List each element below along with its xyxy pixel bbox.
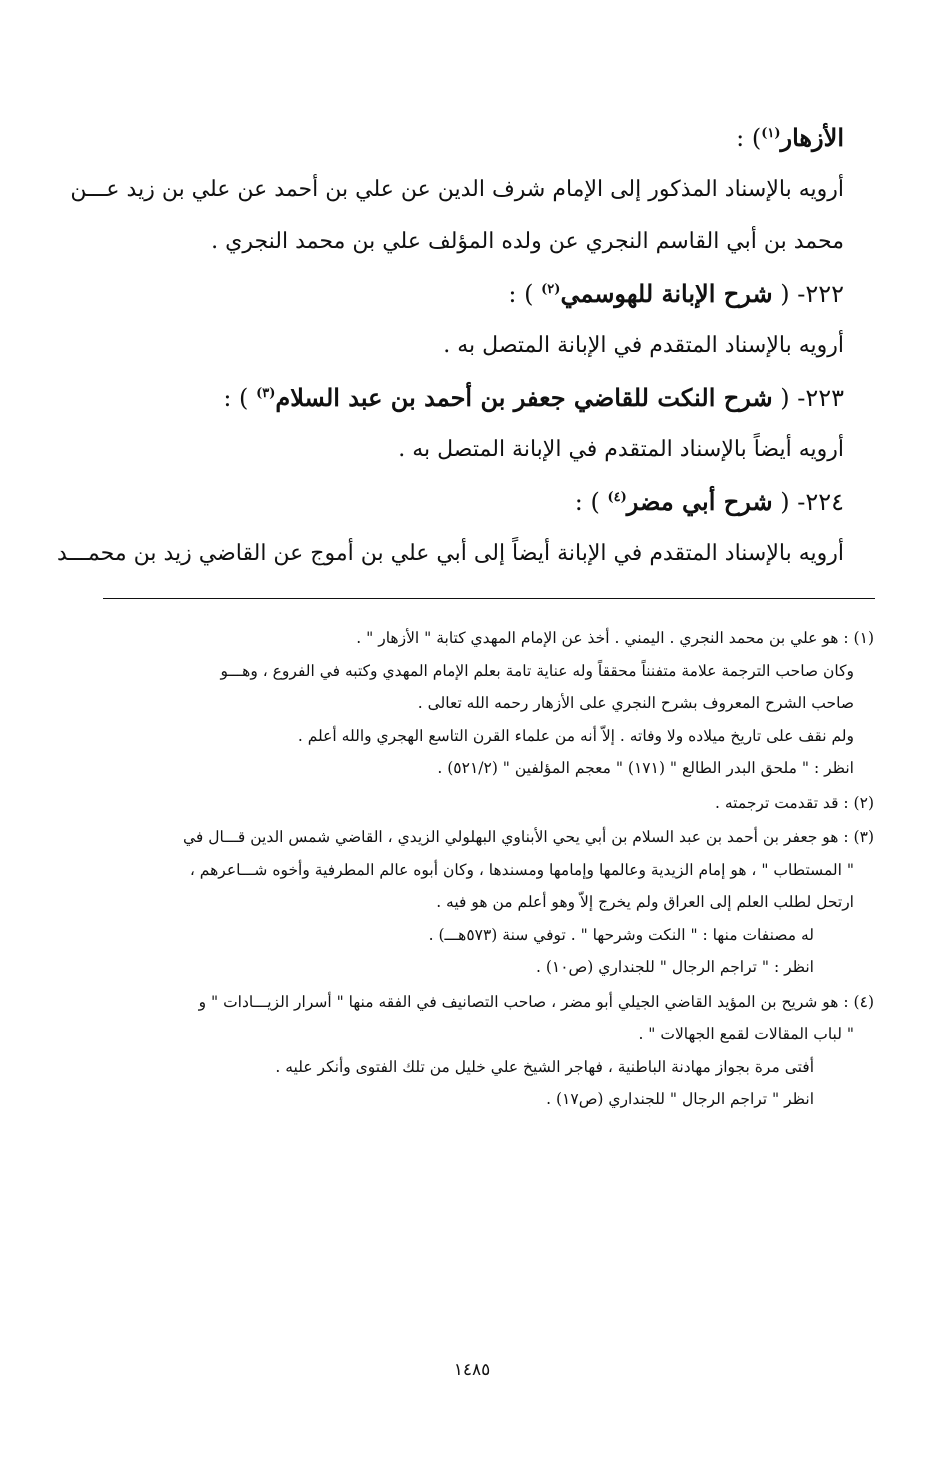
footnote-line: صاحب الشرح المعروف بشرح النجري على الأزهار رحمه الله تعالى . xyxy=(417,694,854,712)
footnote-4 xyxy=(69,986,874,1116)
footnote-line: ارتحل لطلب العلم إلى العراق ولم يخرج إلاّ وهو أعلم من هو فيه . xyxy=(436,893,854,911)
heading-title: شرح الإبانة للهوسمي xyxy=(560,279,773,308)
footnote-divider xyxy=(103,598,875,599)
footnote-line: (٤) : هو شريح بن المؤيد القاضي الجيلي أبو مضر ، صاحب التصانيف في الفقه منها " أسرار الزيـــادات " و xyxy=(198,992,874,1011)
heading-number: ٢٢٤- ( xyxy=(772,488,844,516)
footnote-line: أفتى مرة بجواز مهادنة الباطنية ، فهاجر الشيخ علي خليل من تلك الفتوى وأنكر عليه . xyxy=(275,1057,814,1076)
footnote-1 xyxy=(69,622,874,785)
heading-rest: ) : xyxy=(223,384,257,412)
paragraph-line: محمد بن أبي القاسم النجري عن ولده المؤلف علي بن محمد النجري . xyxy=(211,229,844,254)
footnote-line: (٣) : هو جعفر بن أحمد بن عبد السلام بن أبي يحي الأبناوي البهلولي الزيدي ، القاضي شمس الدين قـــال في xyxy=(183,828,874,846)
heading-rest: ) : xyxy=(574,488,608,516)
heading-azhar xyxy=(74,112,844,164)
footnote-line: " لباب المقالات لقمع الجهالات " . xyxy=(638,1025,854,1043)
footnote-line: ولم نقف على تاريخ ميلاده ولا وفاته . إلاّ أنه من علماء القرن التاسع الهجري والله أعلم . xyxy=(297,726,854,745)
heading-rest: ) : xyxy=(736,124,762,152)
heading-title: شرح النكت للقاضي جعفر بن أحمد بن عبد السلام xyxy=(275,383,773,412)
heading-number: ٢٢٣- ( xyxy=(772,384,844,412)
footnote-line: له مصنفات منها : " النكت وشرحها " . توفي سنة (٥٧٣هـــ) . xyxy=(428,925,814,944)
heading-rest: ) : xyxy=(508,280,542,308)
footnote-ref: (٤) xyxy=(607,490,627,505)
footnote-ref: (١) xyxy=(761,126,781,141)
heading-224 xyxy=(74,476,844,528)
footnote-2 xyxy=(69,787,874,820)
paragraph-line: أرويه بالإسناد المذكور إلى الإمام شرف الدين عن علي بن أحمد عن علي بن زيد عـــن xyxy=(70,177,844,202)
footnote-3 xyxy=(69,821,874,984)
paragraph-line: أرويه بالإسناد المتقدم في الإبانة أيضاً إلى أبي علي بن أموج عن القاضي زيد بن محمـــد xyxy=(57,541,844,566)
page-number: ١٤٨٥ xyxy=(453,1360,491,1380)
footnote-line: " المستطاب " ، هو إمام الزيدية وعالمها وإمامها ومسندها ، وكان أبوه عالم المطرفية وأخوه شـــاعرهم ، xyxy=(189,860,854,879)
heading-title: الأزهار xyxy=(780,123,844,152)
paragraph-line: أرويه بالإسناد المتقدم في الإبانة المتصل به . xyxy=(443,333,844,358)
paragraph-line: أرويه أيضاً بالإسناد المتقدم في الإبانة المتصل به . xyxy=(398,437,844,462)
heading-title: شرح أبي مضر xyxy=(626,487,773,516)
footnote-line: (١) : هو علي بن محمد النجري . اليمني . أخذ عن الإمام المهدي كتابة " الأزهار " . xyxy=(356,629,874,647)
heading-222 xyxy=(74,268,844,320)
heading-number: ٢٢٢- ( xyxy=(772,280,844,308)
footnote-ref: (٣) xyxy=(256,386,276,401)
footnote-line: انظر " تراجم الرجال " للجنداري (ص١٧) . xyxy=(546,1090,814,1108)
main-text xyxy=(57,112,844,580)
footnotes xyxy=(69,622,874,1118)
heading-223 xyxy=(74,372,844,424)
footnote-line: وكان صاحب الترجمة علامة متفنناً محققاً وله عناية تامة بعلم الإمام المهدي وكتبه في الفروع ، وهـــو xyxy=(220,661,854,680)
footnote-line: انظر : " ملحق البدر الطالع " (١٧١) " معجم المؤلفين " (٥٢١/٢) . xyxy=(437,759,854,777)
footnote-line: انظر : " تراجم الرجال " للجنداري (ص١٠) . xyxy=(535,958,814,976)
footnote-ref: (٢) xyxy=(541,282,561,297)
footnote-line: (٢) : قد تقدمت ترجمته . xyxy=(715,793,874,812)
